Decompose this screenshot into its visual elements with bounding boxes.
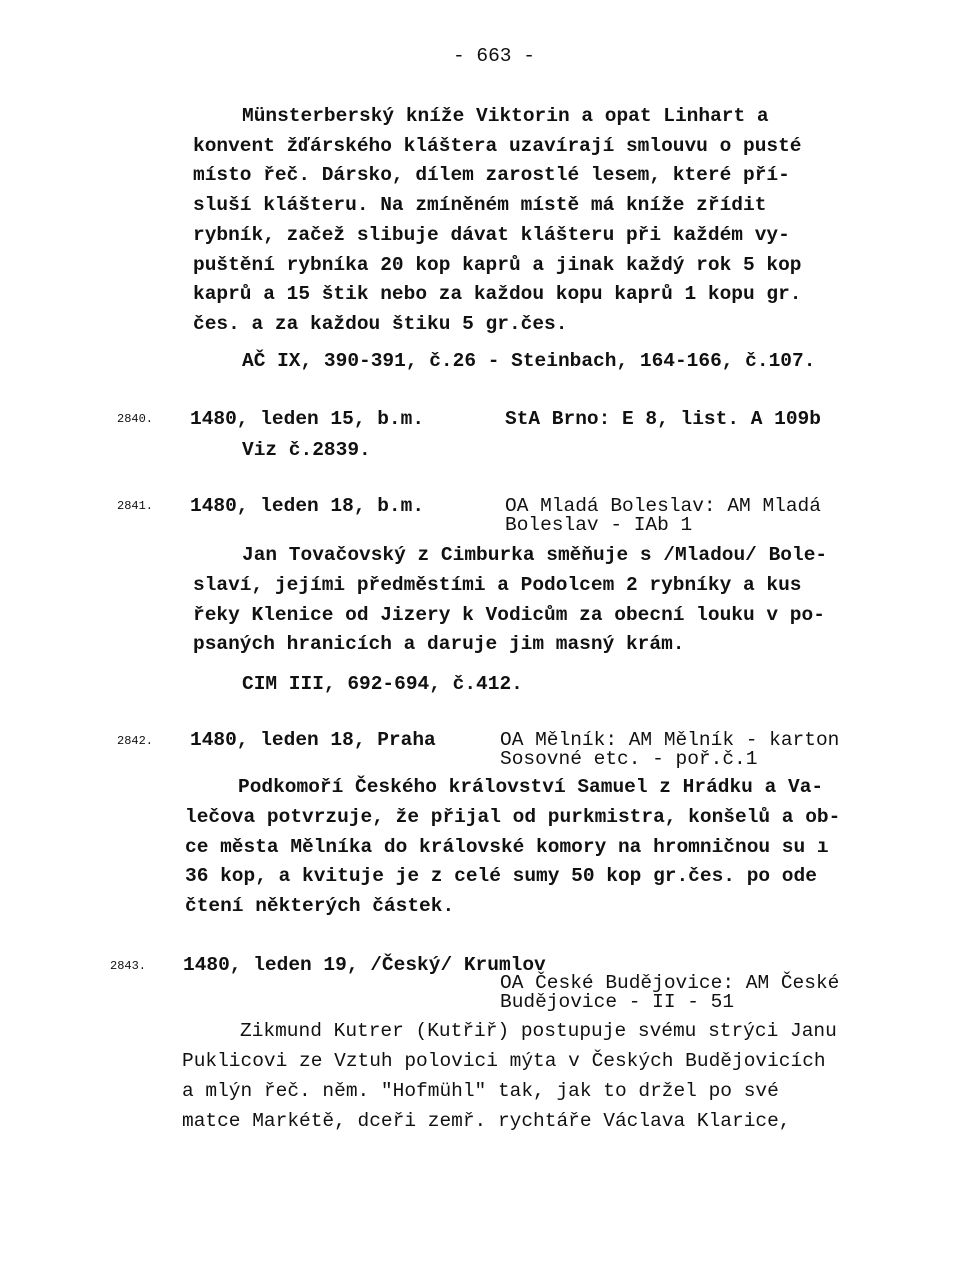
entry-2842-text-4: 36 kop, a kvituje je z celé sumy 50 kop gr.čes. po ode xyxy=(185,865,817,887)
entry-2840-date: 1480, leden 15, b.m. xyxy=(190,408,425,430)
entry-2841-archive-2: Boleslav - IAb 1 xyxy=(505,514,693,536)
intro-line-8: čes. a za každou štiku 5 gr.čes. xyxy=(193,313,568,335)
entry-2841-text-1: Jan Tovačovský z Cimburka směňuje s /Mladou/ Bole- xyxy=(242,544,828,566)
intro-line-3: místo řeč. Dársko, dílem zarostlé lesem, které pří- xyxy=(193,164,790,186)
entry-2841-source: CIM III, 692-694, č.412. xyxy=(242,673,523,695)
intro-line-4: sluší klášteru. Na zmíněném místě má kníže zřídit xyxy=(193,194,767,216)
intro-line-6: puštění rybníka 20 kop kaprů a jinak každý rok 5 kop xyxy=(193,254,802,276)
intro-line-2: konvent žďárského kláštera uzavírají smlouvu o pusté xyxy=(193,135,802,157)
entry-2840-archive: StA Brno: E 8, list. A 109b xyxy=(505,408,821,430)
entry-2841-archive-1: OA Mladá Boleslav: AM Mladá xyxy=(505,495,821,517)
page-number: - 663 - xyxy=(453,45,535,67)
entry-2843-text-4: matce Markétě, dceři zemř. rychtáře Václava Klarice, xyxy=(182,1110,791,1132)
intro-source: AČ IX, 390-391, č.26 - Steinbach, 164-166, č.107. xyxy=(242,350,816,372)
entry-2842-text-3: ce města Mělníka do královské komory na hromničnou su ı xyxy=(185,836,829,858)
entry-2841-text-2: slaví, jejími předměstími a Podolcem 2 rybníky a kus xyxy=(193,574,802,596)
entry-2843-archive-1: OA České Budějovice: AM České xyxy=(500,972,840,994)
entry-2843-archive-2: Budějovice - II - 51 xyxy=(500,991,735,1013)
intro-line-1: Münsterberský kníže Viktorin a opat Linhart a xyxy=(242,105,769,127)
entry-2841-text-3: řeky Klenice od Jizery k Vodicům za obecní louku v po- xyxy=(193,604,825,626)
intro-line-5: rybník, začež slibuje dávat klášteru při každém vy- xyxy=(193,224,790,246)
entry-2842-number: 2842. xyxy=(117,734,154,748)
entry-2840-note: Viz č.2839. xyxy=(242,439,371,461)
entry-2841-date: 1480, leden 18, b.m. xyxy=(190,495,425,517)
entry-2841-number: 2841. xyxy=(117,499,154,513)
intro-line-7: kaprů a 15 štik nebo za každou kopu kaprů 1 kopu gr. xyxy=(193,283,802,305)
entry-2843-text-2: Puklicovi ze Vztuh polovici mýta v Českých Budějovicích xyxy=(182,1050,826,1072)
entry-2843-number: 2843. xyxy=(110,959,147,973)
entry-2840-number: 2840. xyxy=(117,412,154,426)
entry-2843-text-1: Zikmund Kutrer (Kutřiř) postupuje svému strýci Janu xyxy=(240,1020,837,1042)
entry-2842-text-1: Podkomoří Českého království Samuel z Hrádku a Va- xyxy=(238,776,824,798)
entry-2841-text-4: psaných hranicích a daruje jim masný krám. xyxy=(193,633,685,655)
entry-2842-text-5: čtení některých částek. xyxy=(185,895,455,917)
entry-2842-archive-2: Sosovné etc. - poř.č.1 xyxy=(500,748,758,770)
entry-2842-archive-1: OA Mělník: AM Mělník - karton xyxy=(500,729,840,751)
entry-2843-date: 1480, leden 19, /Český/ Krumlov xyxy=(183,954,546,976)
entry-2842-date: 1480, leden 18, Praha xyxy=(190,729,436,751)
entry-2843-text-3: a mlýn řeč. něm. "Hofmühl" tak, jak to držel po své xyxy=(182,1080,779,1102)
entry-2842-text-2: lečova potvrzuje, že přijal od purkmistra, konšelů a ob- xyxy=(185,806,841,828)
